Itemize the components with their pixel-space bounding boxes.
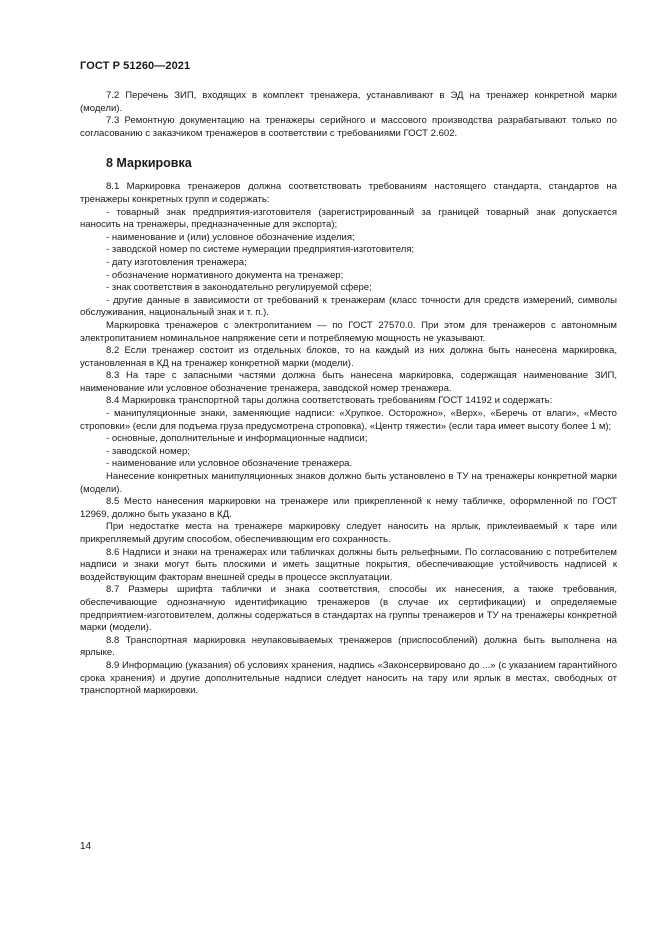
paragraph-8-2: 8.2 Если тренажер состоит из отдельных блоков, то на каждый из них должна быть нанесена маркировка, установленная в КД на тренажер конкретной марки (модели).	[80, 345, 617, 369]
list-item: - товарный знак предприятия-изготовителя (зарегистрированный за границей товарный знак допускается наносить на тренажеры, предназначенные для экспорта);	[80, 206, 617, 231]
paragraph-7-2: 7.2 Перечень ЗИП, входящих в комплект тренажера, устанавливают в ЭД на тренажер конкретной марки (модели).	[80, 90, 617, 114]
paragraph-8-1: 8.1 Маркировка тренажеров должна соответствовать требованиям настоящего стандарта, стандартов на тренажеры конкретных групп и содержать:	[80, 181, 617, 205]
list-item: - наименование и (или) условное обозначение изделия;	[106, 231, 355, 243]
paragraph-handling-signs: Нанесение конкретных манипуляционных знаков должно быть установлено в ТУ на тренажеры конкретной марки (модели).	[80, 471, 617, 495]
paragraph-label-space: При недостатке места на тренажере маркировку следует наносить на ярлык, приклеиваемый к таре или прикрепляемый другим способом, обеспечивающим его сохранность.	[80, 521, 617, 545]
page-number: 14	[80, 841, 92, 852]
list-item: - дату изготовления тренажера;	[106, 256, 247, 268]
paragraph-8-3: 8.3 На таре с запасными частями должна быть нанесена маркировка, содержащая наименование ЗИП, наименование или условное обозначение тренажера, заводской номер тренажера.	[80, 370, 617, 394]
paragraph-electric: Маркировка тренажеров с электропитанием — по ГОСТ 27570.0. При этом для тренажеров с автономным электропитанием номинальное напряжение сети и потребляемую мощность не указывают.	[80, 319, 617, 344]
list-item: - наименование или условное обозначение тренажера.	[106, 458, 353, 470]
list-item: - заводской номер;	[106, 445, 190, 457]
paragraph-8-7: 8.7 Размеры шрифта таблички и знака соответствия, способы их нанесения, а также требования, обеспечивающие однозначную идентификацию тренажеров (в случае их сертификации) и определяемые предприятием-изготовителем, должны содержаться в стандартах на группы тренажеров и ТУ на тренажеры конкретной марки (модели).	[80, 584, 617, 634]
document-header: ГОСТ Р 51260—2021	[80, 60, 191, 72]
document-body	[80, 90, 617, 698]
list-item: - манипуляционные знаки, заменяющие надписи: «Хрупкое. Осторожно», «Верх», «Беречь от влаги», «Место строповки» (если для подъема груза предусмотрена строповка), «Центр тяжести» (если тара имеет высоту более 1 м);	[80, 408, 617, 432]
paragraph-8-6: 8.6 Надписи и знаки на тренажерах или табличках должны быть рельефными. По согласованию с потребителем надписи и знаки могут быть плоскими и иметь защитные покрытия, обеспечивающие устойчивость надписей к воздействующим факторам внешней среды в процессе эксплуатации.	[80, 546, 617, 583]
list-item: - обозначение нормативного документа на тренажер;	[106, 269, 344, 281]
list-item: - знак соответствия в законодательно регулируемой сфере;	[106, 282, 372, 294]
paragraph-8-8: 8.8 Транспортная маркировка неупаковываемых тренажеров (приспособлений) должна быть выполнена на ярлыке.	[80, 634, 617, 659]
paragraph-8-4: 8.4 Маркировка транспортной тары должна соответствовать требованиям ГОСТ 14192 и содержать:	[106, 395, 553, 407]
list-item: - основные, дополнительные и информационные надписи;	[106, 433, 368, 445]
paragraph-8-5: 8.5 Место нанесения маркировки на тренажере или прикрепленной к нему табличке, оформленной по ГОСТ 12969, должно быть указано в КД.	[80, 496, 617, 520]
list-item: - другие данные в зависимости от требований к тренажерам (класс точности для средств измерений, символы обслуживания, национальный знак и т. п.).	[80, 294, 617, 319]
paragraph-7-3: 7.3 Ремонтную документацию на тренажеры серийного и массового производства разрабатывают только по согласованию с заказчиком тренажеров в соответствии с требованиями ГОСТ 2.602.	[80, 115, 617, 139]
paragraph-8-9: 8.9 Информацию (указания) об условиях хранения, надпись «Законсервировано до ...» (с указанием гарантийного срока хранения) и другие дополнительные надписи следует наносить на тару или ярлык в местах, свободных от транспортной маркировки.	[80, 659, 617, 697]
section-heading: 8 Маркировка	[106, 156, 192, 171]
list-item: - заводской номер по системе нумерации предприятия-изготовителя;	[106, 244, 415, 256]
